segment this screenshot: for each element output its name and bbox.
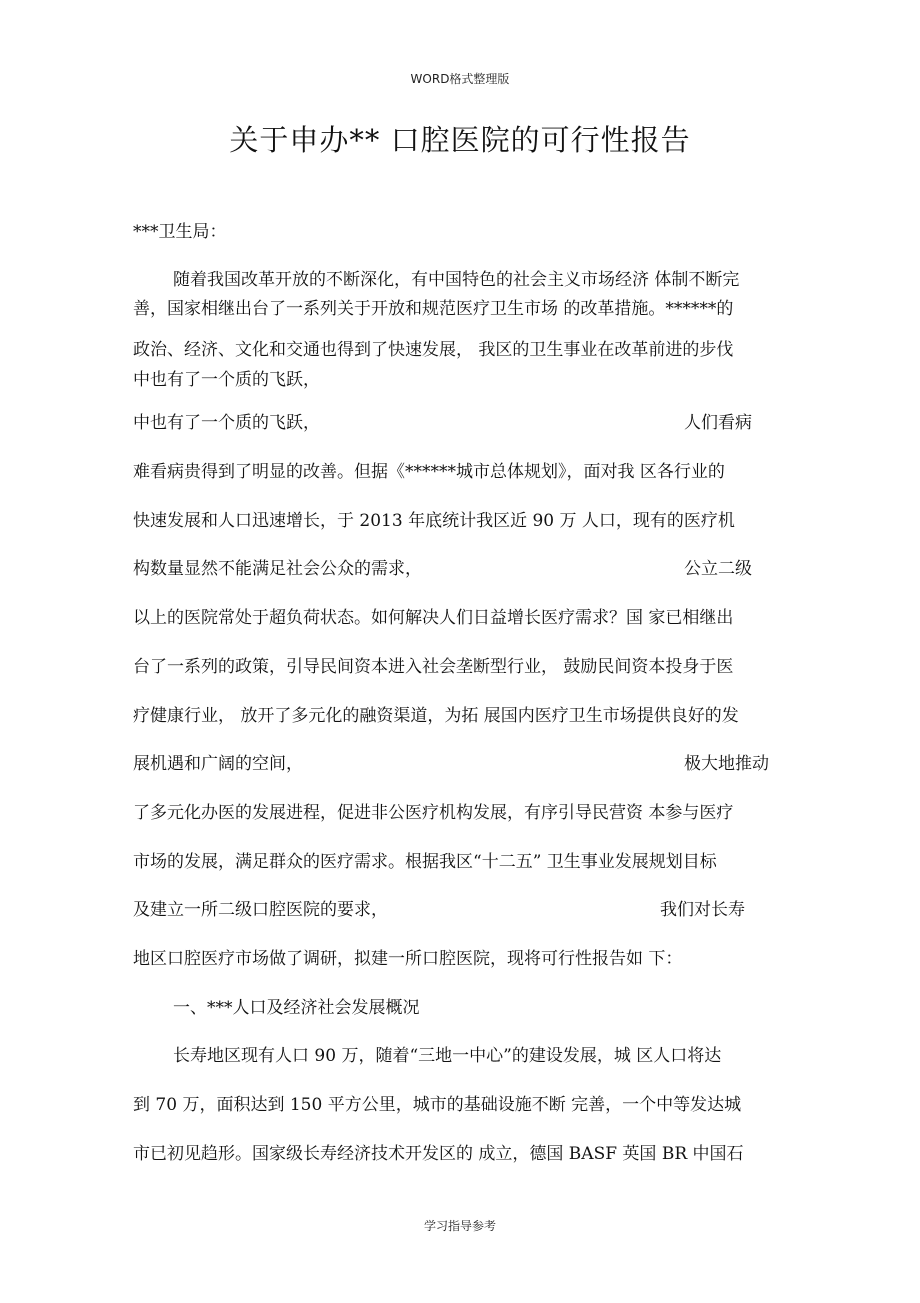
- body-line: 疗健康行业， 放开了多元化的融资渠道，为拓 展国内医疗卫生市场提供良好的发: [133, 706, 739, 726]
- body-line-fragment: 极大地推动: [684, 754, 769, 774]
- body-line-text: 中也有了一个质的飞跃，: [133, 413, 320, 433]
- body-line: [133, 754, 788, 774]
- body-line: 了多元化办医的发展进程，促进非公医疗机构发展，有序引导民营资 本参与医疗: [133, 803, 734, 823]
- body-line: 长寿地区现有人口 90 万，随着“三地一中心”的建设发展，城 区人口将达: [173, 1046, 722, 1066]
- section-heading: 一、***人口及经济社会发展概况: [173, 998, 420, 1018]
- body-line-text: 展机遇和广阔的空间，: [133, 754, 303, 774]
- body-line: [133, 559, 788, 579]
- body-line: 市已初见趋形。国家级长寿经济技术开发区的 成立，德国 BASF 英国 BR 中国石: [133, 1144, 744, 1164]
- body-line: [133, 413, 788, 433]
- body-line-text: 构数量显然不能满足社会公众的需求，: [133, 559, 422, 579]
- body-line-text: 及建立一所二级口腔医院的要求，: [133, 900, 388, 920]
- body-line: 快速发展和人口迅速增长，于 2013 年底统计我区近 90 万 人口，现有的医疗机: [133, 511, 735, 531]
- body-line: 市场的发展，满足群众的医疗需求。根据我区“十二五” 卫生事业发展规划目标: [133, 852, 717, 872]
- page-footer: 学习指导参考: [423, 1219, 496, 1233]
- body-line: 随着我国改革开放的不断深化，有中国特色的社会主义市场经济 体制不断完: [173, 270, 740, 290]
- body-line: 政治、经济、文化和交通也得到了快速发展， 我区的卫生事业在改革前进的步伐: [133, 340, 734, 360]
- salutation: ***卫生局：: [133, 222, 227, 242]
- page-header: WORD格式整理版: [410, 72, 510, 86]
- document-title: 关于申办** 口腔医院的可行性报告: [229, 123, 691, 157]
- body-line-fragment: 公立二级: [684, 559, 752, 579]
- body-line: 到 70 万，面积达到 150 平方公里，城市的基础设施不断 完善，一个中等发达城: [133, 1095, 742, 1115]
- body-line: [133, 900, 788, 920]
- body-line-fragment: 人们看病: [684, 413, 752, 433]
- body-line: 以上的医院常处于超负荷状态。如何解决人们日益增长医疗需求？国 家已相继出: [133, 608, 734, 628]
- body-line: 难看病贵得到了明显的改善。但据《******城市总体规划》，面对我 区各行业的: [133, 462, 725, 482]
- body-line: 地区口腔医疗市场做了调研，拟建一所口腔医院，现将可行性报告如 下：: [133, 949, 683, 969]
- body-line: 台了一系列的政策，引导民间资本进入社会垄断型行业， 鼓励民间资本投身于医: [133, 657, 734, 677]
- body-line: 中也有了一个质的飞跃，: [133, 370, 320, 390]
- body-line-fragment: 我们对长寿: [660, 900, 745, 920]
- body-line: 善，国家相继出台了一系列关于开放和规范医疗卫生市场 的改革措施。******的: [133, 299, 734, 319]
